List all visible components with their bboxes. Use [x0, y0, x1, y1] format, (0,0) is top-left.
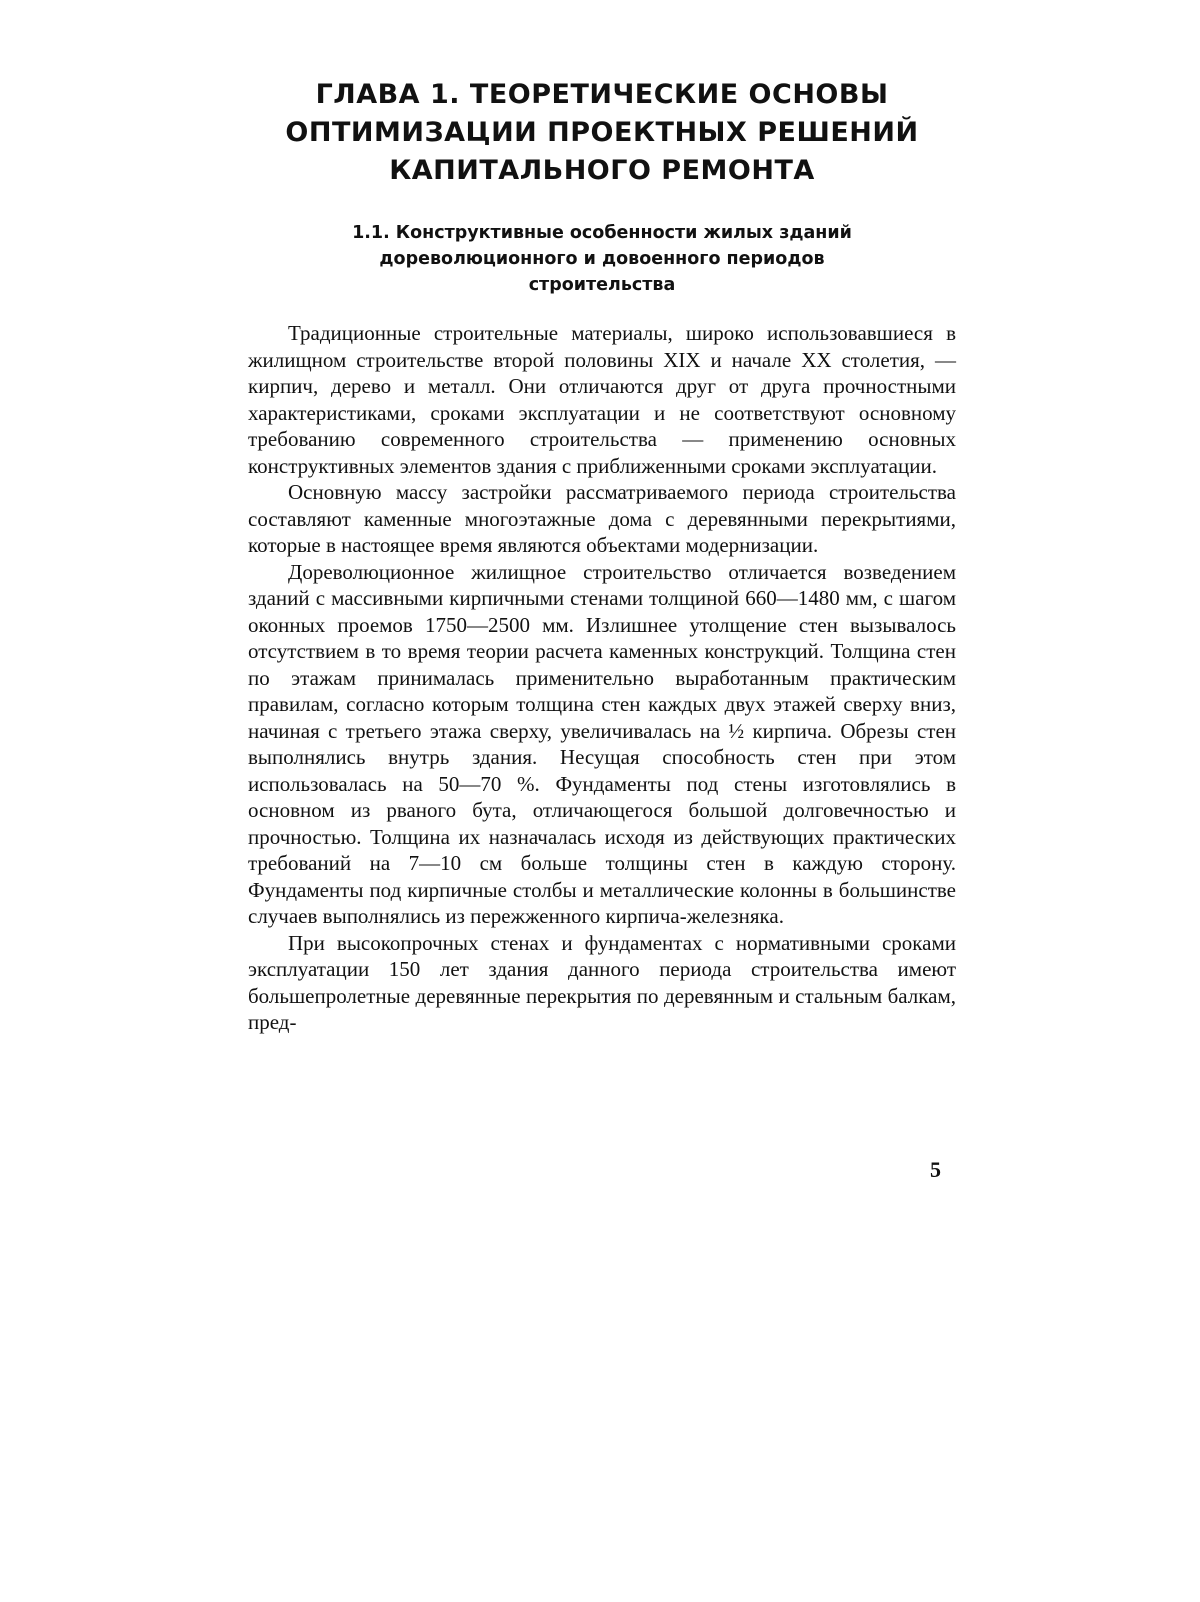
paragraph-3: Дореволюционное жилищное строительство отличается возведением зданий с массивными кирпичными стенами толщиной 660—1480 мм, с шагом оконных проемов 1750—2500 мм. Излишнее утолщение стен вызывалось отсутствием в то время теории расчета каменных конструкций. Толщина стен по этажам принималась применительно выработанным практическим правилам, согласно которым толщина стен каждых двух этажей сверху вниз, начиная с третьего этажа сверху, увеличивалась на ½ кирпича. Обрезы стен выполнялись внутрь здания. Несущая способность стен при этом использовалась на 50—70 %. Фундаменты под стены изготовлялись в основном из рваного бута, отличающегося большой долговечностью и прочностью. Толщина их назначалась исходя из действующих практических требований на 7—10 см больше толщины стен в каждую сторону. Фундаменты под кирпичные столбы и металлические колонны в большинстве случаев выполнялись из пережженного кирпича-железняка. [248, 559, 956, 928]
page-number: 5 [930, 1157, 941, 1182]
section-title: 1.1. Конструктивные особенности жилых зданий дореволюционного и довоенного периодов строительства [352, 223, 852, 295]
paragraph-2: Основную массу застройки рассматриваемого периода строительства составляют каменные многоэтажные дома с деревянными перекрытиями, которые в настоящее время являются объектами модернизации. [248, 480, 956, 557]
chapter-title: ГЛАВА 1. ТЕОРЕТИЧЕСКИЕ ОСНОВЫ ОПТИМИЗАЦИИ ПРОЕКТНЫХ РЕШЕНИЙ КАПИТАЛЬНОГО РЕМОНТА [285, 79, 919, 186]
paragraph-1: Традиционные строительные материалы, широко использовавшиеся в жилищном строительстве второй половины XIX и начале XX столетия, — кирпич, дерево и металл. Они отличаются друг от друга прочностными характеристиками, сроками эксплуатации и не соответствуют основному требованию современного строительства — применению основных конструктивных элементов здания с приближенными сроками эксплуатации. [248, 321, 956, 478]
paragraph-4: При высокопрочных стенах и фундаментах с нормативными сроками эксплуатации 150 лет здания данного периода строительства имеют большепролетные деревянные перекрытия по деревянным и стальным балкам, пред- [248, 930, 956, 1034]
body-text [248, 320, 956, 1036]
book-page [248, 76, 956, 1036]
